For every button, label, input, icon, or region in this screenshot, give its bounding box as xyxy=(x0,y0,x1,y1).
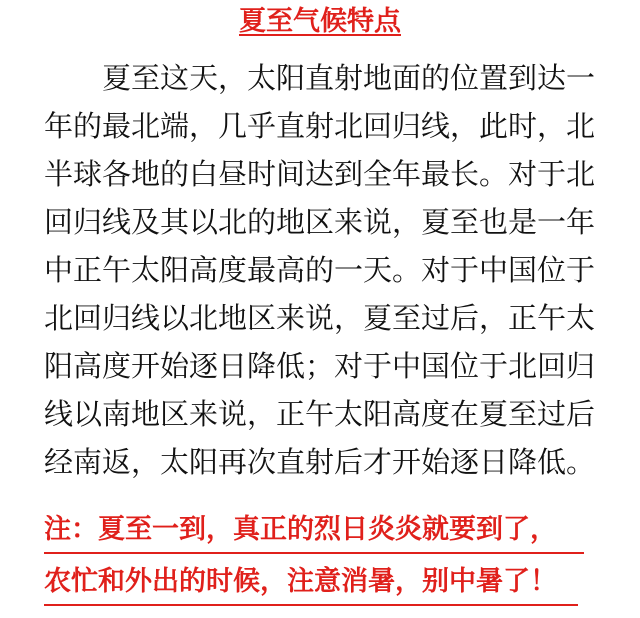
paragraph-line: 回归线及其以北的地区来说，夏至也是一年 xyxy=(44,205,596,239)
paragraph-line: 线以南地区来说，正午太阳高度在夏至过后 xyxy=(44,397,596,431)
paragraph-line: 阳高度开始逐日降低；对于中国位于北回归 xyxy=(44,349,596,383)
paragraph-line: 中正午太阳高度最高的一天。对于中国位于 xyxy=(44,253,596,287)
paragraph-line: 经南返，太阳再次直射后才开始逐日降低。 xyxy=(44,445,596,479)
page-title-text: 夏至气候特点 xyxy=(239,6,401,37)
note-line: 农忙和外出的时候，注意消暑，别中暑了！ xyxy=(44,566,557,597)
paragraph-line: 夏至这天，太阳直射地面的位置到达一 xyxy=(44,61,596,95)
note-underline xyxy=(44,604,578,606)
paragraph-line: 年的最北端，几乎直射北回归线，此时，北 xyxy=(44,109,596,143)
note-underline xyxy=(44,552,584,554)
note-line: 注：夏至一到，真正的烈日炎炎就要到了， xyxy=(44,514,557,545)
page-title xyxy=(0,4,640,40)
paragraph-line: 半球各地的白昼时间达到全年最长。对于北 xyxy=(44,157,596,191)
paragraph-line: 北回归线以北地区来说，夏至过后，正午太 xyxy=(44,301,596,335)
